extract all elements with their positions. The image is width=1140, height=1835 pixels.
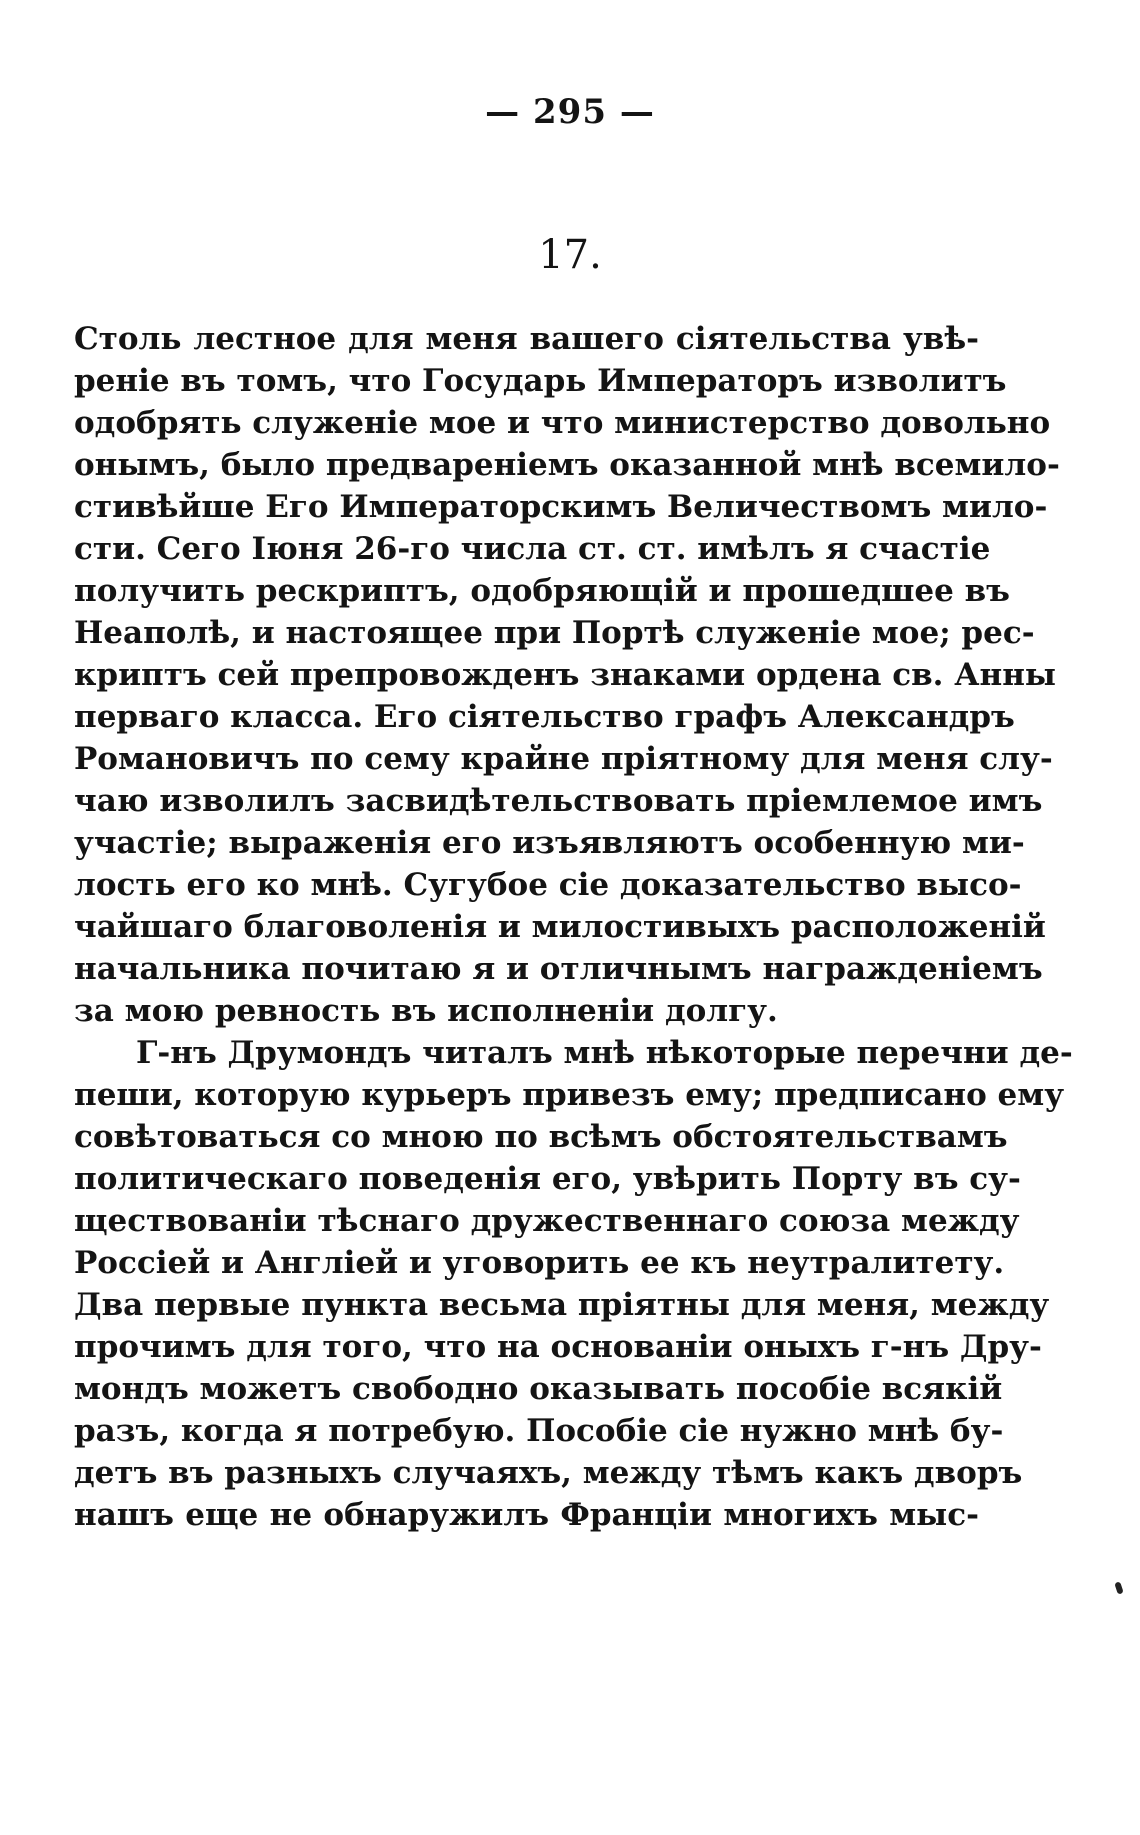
text-line: пеши, которую курьеръ привезъ ему; предписано ему [74, 1077, 1065, 1113]
text-line: разъ, когда я потребую. Пособіе сіе нужно мнѣ бу- [74, 1413, 1004, 1449]
section-number: 17. [538, 232, 602, 278]
paragraph-2 [74, 1032, 1073, 1536]
text-line: совѣтоваться со мною по всѣмъ обстоятельствамъ [74, 1119, 1008, 1155]
page-number: — 295 — [485, 92, 655, 132]
text-line: реніе въ томъ, что Государь Императоръ изволитъ [74, 363, 1007, 399]
body-text [74, 318, 1073, 1536]
text-line: мондъ можетъ свободно оказывать пособіе всякій [74, 1371, 1003, 1407]
text-line: начальника почитаю я и отличнымъ награжденіемъ [74, 951, 1043, 987]
text-line: Столь лестное для меня вашего сіятельства увѣ- [74, 321, 979, 357]
ink-speck [1114, 1581, 1123, 1594]
text-line: нашъ еще не обнаружилъ Франціи многихъ мыс- [74, 1497, 979, 1533]
text-line: политическаго поведенія его, увѣрить Порту въ су- [74, 1161, 1021, 1197]
text-line: сти. Сего Іюня 26-го числа ст. ст. имѣлъ я счастіе [74, 531, 991, 567]
text-line: онымъ, было предвареніемъ оказанной мнѣ всемило- [74, 447, 1060, 483]
text-line: детъ въ разныхъ случаяхъ, между тѣмъ какъ дворъ [74, 1455, 1023, 1491]
text-line: за мою ревность въ исполненіи долгу. [74, 993, 778, 1029]
text-line: чаю изволилъ засвидѣтельствовать пріемлемое имъ [74, 783, 1043, 819]
text-line: прочимъ для того, что на основаніи оныхъ г-нъ Дру- [74, 1329, 1042, 1365]
text-line: криптъ сей препровожденъ знаками ордена св. Анны [74, 657, 1056, 693]
text-line: перваго класса. Его сіятельство графъ Александръ [74, 699, 1015, 735]
text-line: лость его ко мнѣ. Сугубое сіе доказательство высо- [74, 867, 1022, 903]
text-line: Романовичъ по сему крайне пріятному для меня слу- [74, 741, 1053, 777]
text-line: Два первые пункта весьма пріятны для меня, между [74, 1287, 1050, 1323]
text-line: участіе; выраженія его изъявляютъ особенную ми- [74, 825, 1025, 861]
text-line: получить рескриптъ, одобряющій и прошедшее въ [74, 573, 1010, 609]
paragraph-1 [74, 318, 1060, 1032]
text-line: одобрять служеніе мое и что министерство довольно [74, 405, 1051, 441]
text-line: Г-нъ Друмондъ читалъ мнѣ нѣкоторые перечни де- [136, 1035, 1073, 1071]
text-line: чайшаго благоволенія и милостивыхъ расположеній [74, 909, 1046, 945]
text-line: стивѣйше Его Императорскимъ Величествомъ мило- [74, 489, 1048, 525]
text-line: Россіей и Англіей и уговорить ее къ неутралитету. [74, 1245, 1005, 1281]
text-line: ществованіи тѣснаго дружественнаго союза между [74, 1203, 1020, 1239]
text-line: Неаполѣ, и настоящее при Портѣ служеніе мое; рес- [74, 615, 1035, 651]
